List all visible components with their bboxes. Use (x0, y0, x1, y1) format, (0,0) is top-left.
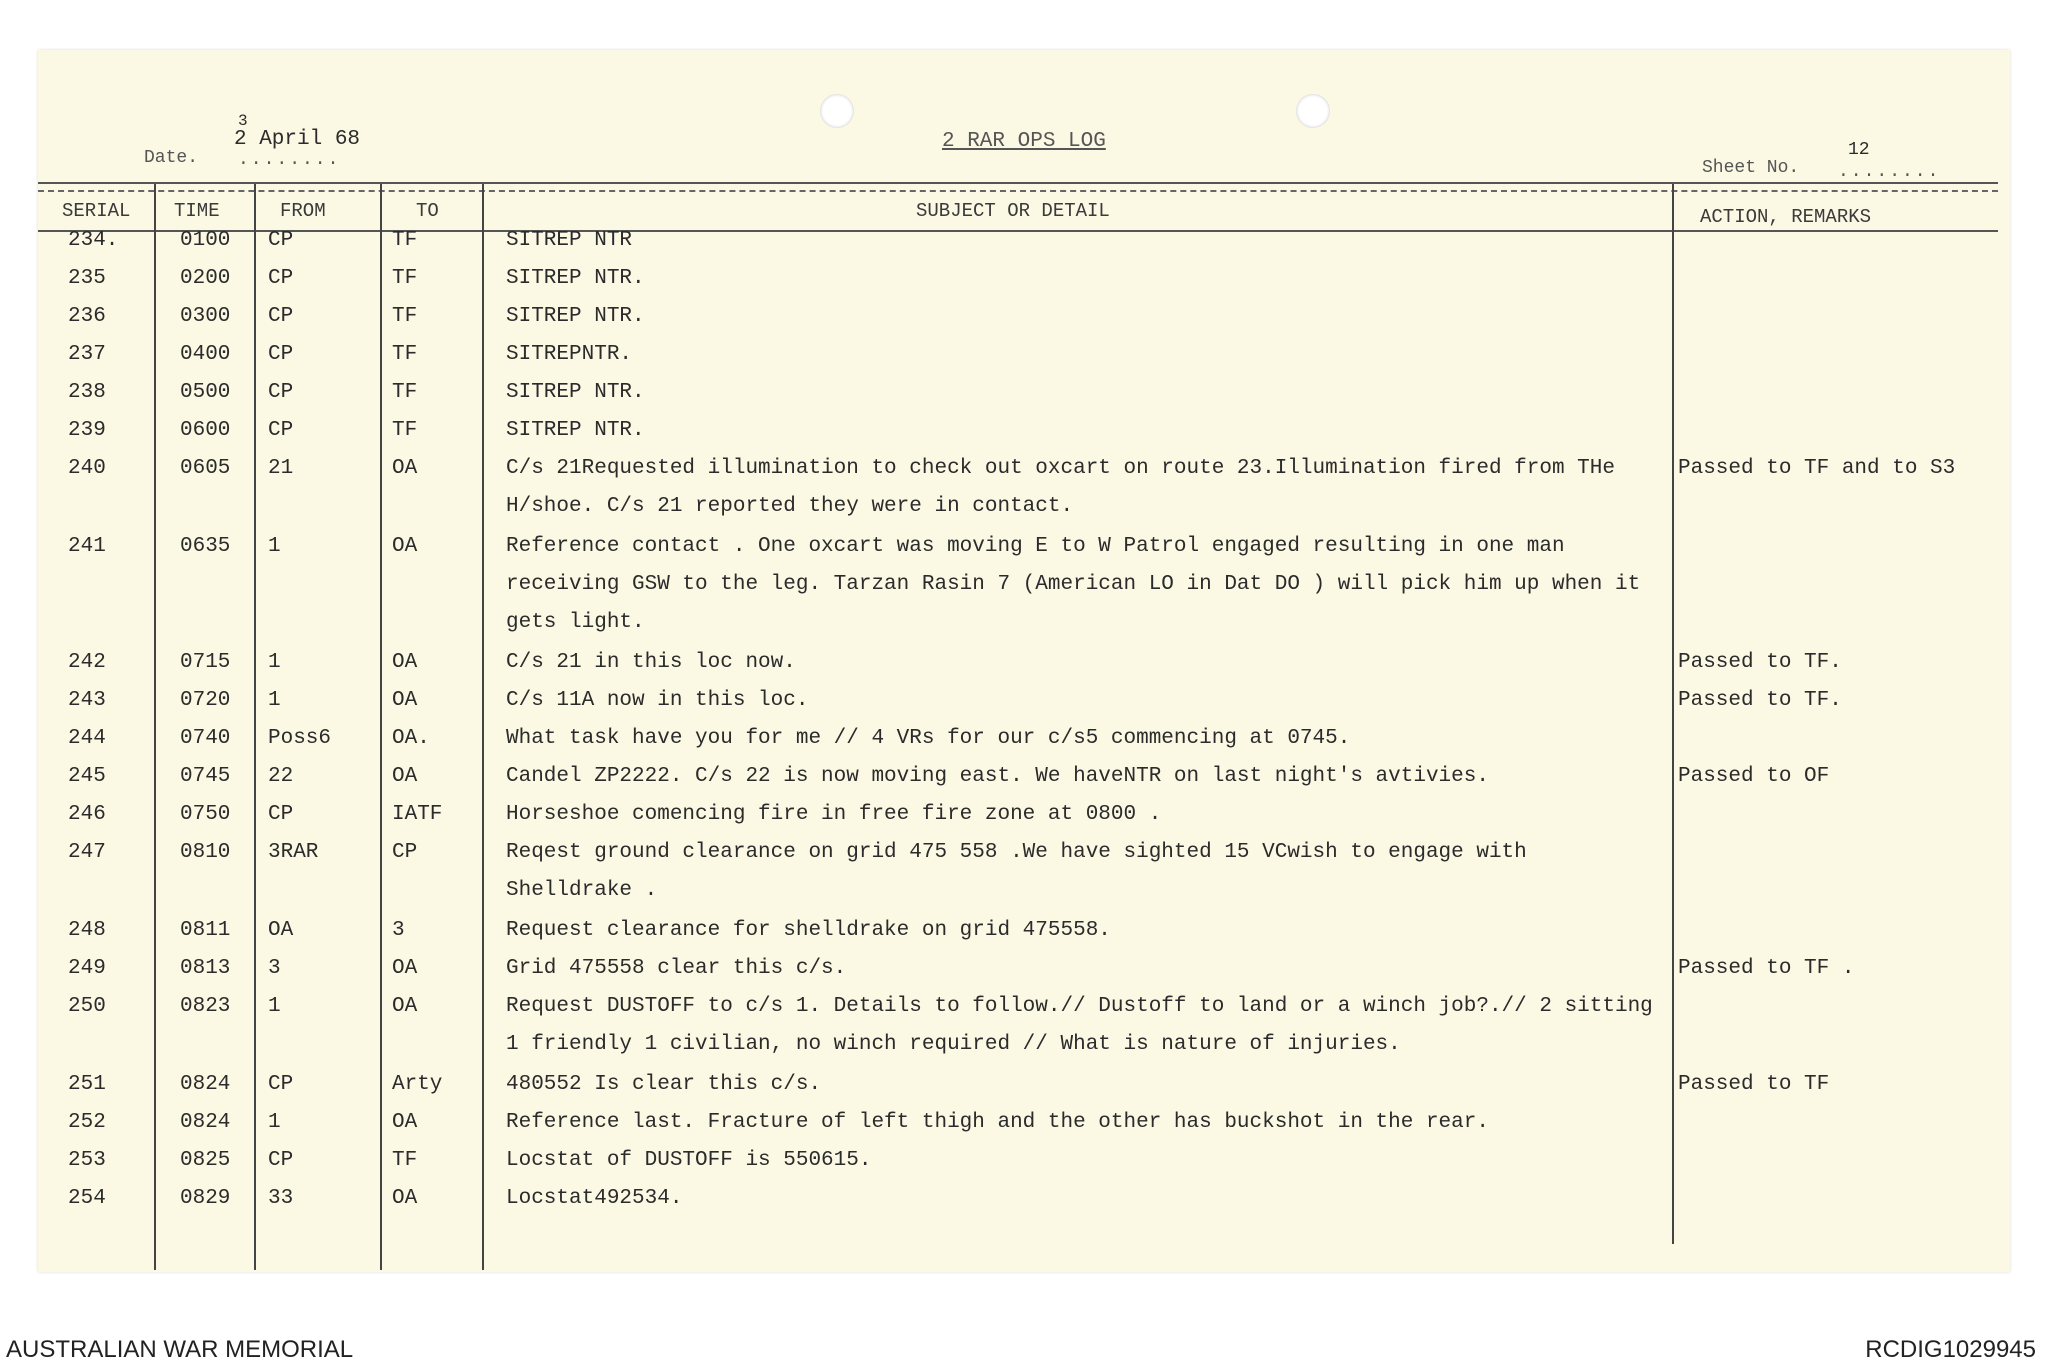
action-cell: Passed to OF (1678, 765, 1830, 788)
detail-cell: SITREP NTR. (506, 267, 645, 290)
serial-cell: 243 (68, 689, 106, 712)
detail-cell: C/s 21 in this loc now. (506, 651, 796, 674)
detail-cell-continued: receiving GSW to the leg. Tarzan Rasin 7 (American LO in Dat DO ) will pick him up when it (506, 573, 1641, 596)
detail-cell: 480552 Is clear this c/s. (506, 1073, 822, 1096)
detail-cell: Reqest ground clearance on grid 475 558 .We have sighted 15 VCwish to engage with (506, 841, 1527, 864)
serial-cell: 246 (68, 803, 106, 826)
to-cell: Arty (392, 1073, 443, 1096)
time-cell: 0605 (180, 457, 231, 480)
from-cell: 1 (268, 1111, 281, 1134)
detail-cell: C/s 21Requested illumination to check out oxcart on route 23.Illumination fired from THe (506, 457, 1615, 480)
table-row (38, 1066, 2010, 1104)
col-action: ACTION, REMARKS (1700, 206, 1872, 228)
time-cell: 0823 (180, 995, 231, 1018)
from-cell: 22 (268, 765, 294, 788)
to-cell: OA (392, 689, 418, 712)
serial-cell: 250 (68, 995, 106, 1018)
time-cell: 0740 (180, 727, 231, 750)
detail-cell: What task have you for me // 4 VRs for our c/s5 commencing at 0745. (506, 727, 1351, 750)
to-cell: OA (392, 535, 418, 558)
serial-cell: 236 (68, 305, 106, 328)
from-cell: CP (268, 1149, 294, 1172)
detail-cell: SITREP NTR. (506, 419, 645, 442)
table-row (38, 720, 2010, 758)
serial-cell: 247 (68, 841, 106, 864)
from-cell: 3 (268, 957, 281, 980)
table-row (38, 758, 2010, 796)
time-cell: 0400 (180, 343, 231, 366)
action-cell: Passed to TF and to S3 (1678, 457, 1956, 480)
action-cell: Passed to TF. (1678, 651, 1842, 674)
date-superscript: 3 (238, 112, 248, 130)
serial-cell: 249 (68, 957, 106, 980)
time-cell: 0829 (180, 1187, 231, 1210)
from-cell: 1 (268, 535, 281, 558)
detail-cell: Request DUSTOFF to c/s 1. Details to follow.// Dustoff to land or a winch job?.// 2 sitting (506, 995, 1653, 1018)
time-cell: 0825 (180, 1149, 231, 1172)
time-cell: 0600 (180, 419, 231, 442)
time-cell: 0720 (180, 689, 231, 712)
serial-cell: 245 (68, 765, 106, 788)
col-time: TIME (174, 200, 220, 222)
time-cell: 0813 (180, 957, 231, 980)
detail-cell: SITREPNTR. (506, 343, 633, 366)
time-cell: 0715 (180, 651, 231, 674)
footer-left: AUSTRALIAN WAR MEMORIAL (6, 1336, 354, 1363)
detail-cell: Horseshoe comencing fire in free fire zone at 0800 . (506, 803, 1162, 826)
col-subject: SUBJECT OR DETAIL (916, 200, 1110, 222)
serial-cell: 248 (68, 919, 106, 942)
time-cell: 0750 (180, 803, 231, 826)
serial-cell: 241 (68, 535, 106, 558)
to-cell: OA (392, 765, 418, 788)
table-row (38, 374, 2010, 412)
serial-cell: 253 (68, 1149, 106, 1172)
table-row (38, 1104, 2010, 1142)
from-cell: CP (268, 267, 294, 290)
sheet-label: Sheet No. (1702, 158, 1800, 178)
from-cell: CP (268, 803, 294, 826)
from-cell: CP (268, 229, 294, 252)
time-cell: 0100 (180, 229, 231, 252)
detail-cell: Grid 475558 clear this c/s. (506, 957, 847, 980)
detail-cell: SITREP NTR. (506, 305, 645, 328)
table-row (38, 644, 2010, 682)
time-cell: 0824 (180, 1111, 231, 1134)
from-cell: Poss6 (268, 727, 332, 750)
time-cell: 0824 (180, 1073, 231, 1096)
time-cell: 0811 (180, 919, 231, 942)
date-dots: ........ (238, 150, 341, 170)
detail-cell: Locstat of DUSTOFF is 550615. (506, 1149, 872, 1172)
from-cell: 21 (268, 457, 294, 480)
table-row (38, 912, 2010, 950)
from-cell: CP (268, 381, 294, 404)
to-cell: OA (392, 995, 418, 1018)
from-cell: CP (268, 305, 294, 328)
date-value: 2 April 68 (234, 128, 361, 151)
log-sheet (38, 50, 2010, 1272)
serial-cell: 238 (68, 381, 106, 404)
to-cell: OA (392, 957, 418, 980)
to-cell: OA (392, 457, 418, 480)
sheet-dots: ........ (1838, 162, 1941, 182)
col-serial: SERIAL (62, 200, 131, 222)
detail-cell: Reference contact . One oxcart was moving E to W Patrol engaged resulting in one man (506, 535, 1565, 558)
from-cell: 1 (268, 651, 281, 674)
serial-cell: 251 (68, 1073, 106, 1096)
serial-cell: 254 (68, 1187, 106, 1210)
from-cell: CP (268, 419, 294, 442)
col-to: TO (416, 200, 439, 222)
to-cell: 3 (392, 919, 405, 942)
col-from: FROM (280, 200, 326, 222)
from-cell: OA (268, 919, 294, 942)
from-cell: 1 (268, 995, 281, 1018)
from-cell: 3RAR (268, 841, 319, 864)
detail-cell-continued: H/shoe. C/s 21 reported they were in contact. (506, 495, 1074, 518)
log-rows (38, 50, 2010, 1272)
date-label: Date. (144, 148, 199, 168)
to-cell: OA (392, 651, 418, 674)
from-cell: 1 (268, 689, 281, 712)
table-row (38, 796, 2010, 834)
table-row (38, 1180, 2010, 1218)
to-cell: TF (392, 343, 418, 366)
serial-cell: 242 (68, 651, 106, 674)
to-cell: OA. (392, 727, 430, 750)
table-row (38, 682, 2010, 720)
detail-cell: Candel ZP2222. C/s 22 is now moving east. We haveNTR on last night's avtivies. (506, 765, 1489, 788)
to-cell: TF (392, 229, 418, 252)
table-row (38, 450, 2010, 518)
to-cell: TF (392, 305, 418, 328)
time-cell: 0635 (180, 535, 231, 558)
to-cell: TF (392, 267, 418, 290)
detail-cell-continued: Shelldrake . (506, 879, 658, 902)
from-cell: CP (268, 1073, 294, 1096)
sheet-number: 12 (1848, 140, 1870, 160)
to-cell: TF (392, 419, 418, 442)
from-cell: 33 (268, 1187, 294, 1210)
page-title: 2 RAR OPS LOG (942, 130, 1106, 153)
to-cell: OA (392, 1187, 418, 1210)
to-cell: OA (392, 1111, 418, 1134)
serial-cell: 240 (68, 457, 106, 480)
table-row (38, 298, 2010, 336)
time-cell: 0300 (180, 305, 231, 328)
action-cell: Passed to TF . (1678, 957, 1855, 980)
time-cell: 0200 (180, 267, 231, 290)
serial-cell: 239 (68, 419, 106, 442)
table-row (38, 1142, 2010, 1180)
serial-cell: 237 (68, 343, 106, 366)
time-cell: 0810 (180, 841, 231, 864)
serial-cell: 235 (68, 267, 106, 290)
detail-cell-continued: gets light. (506, 611, 645, 634)
serial-cell: 234. (68, 229, 119, 252)
to-cell: IATF (392, 803, 443, 826)
table-row (38, 412, 2010, 450)
serial-cell: 244 (68, 727, 106, 750)
footer-right: RCDIG1029945 (1865, 1336, 2036, 1363)
detail-cell: SITREP NTR (506, 229, 633, 252)
from-cell: CP (268, 343, 294, 366)
to-cell: TF (392, 381, 418, 404)
table-row (38, 834, 2010, 902)
to-cell: TF (392, 1149, 418, 1172)
detail-cell: SITREP NTR. (506, 381, 645, 404)
table-row (38, 222, 2010, 260)
time-cell: 0500 (180, 381, 231, 404)
detail-cell: Locstat492534. (506, 1187, 683, 1210)
table-row (38, 336, 2010, 374)
time-cell: 0745 (180, 765, 231, 788)
table-row (38, 260, 2010, 298)
detail-cell: C/s 11A now in this loc. (506, 689, 809, 712)
detail-cell-continued: 1 friendly 1 civilian, no winch required // What is nature of injuries. (506, 1033, 1401, 1056)
table-row (38, 988, 2010, 1056)
serial-cell: 252 (68, 1111, 106, 1134)
to-cell: CP (392, 841, 418, 864)
detail-cell: Reference last. Fracture of left thigh and the other has buckshot in the rear. (506, 1111, 1489, 1134)
table-row (38, 950, 2010, 988)
action-cell: Passed to TF (1678, 1073, 1830, 1096)
action-cell: Passed to TF. (1678, 689, 1842, 712)
detail-cell: Request clearance for shelldrake on grid 475558. (506, 919, 1111, 942)
table-row (38, 528, 2010, 634)
